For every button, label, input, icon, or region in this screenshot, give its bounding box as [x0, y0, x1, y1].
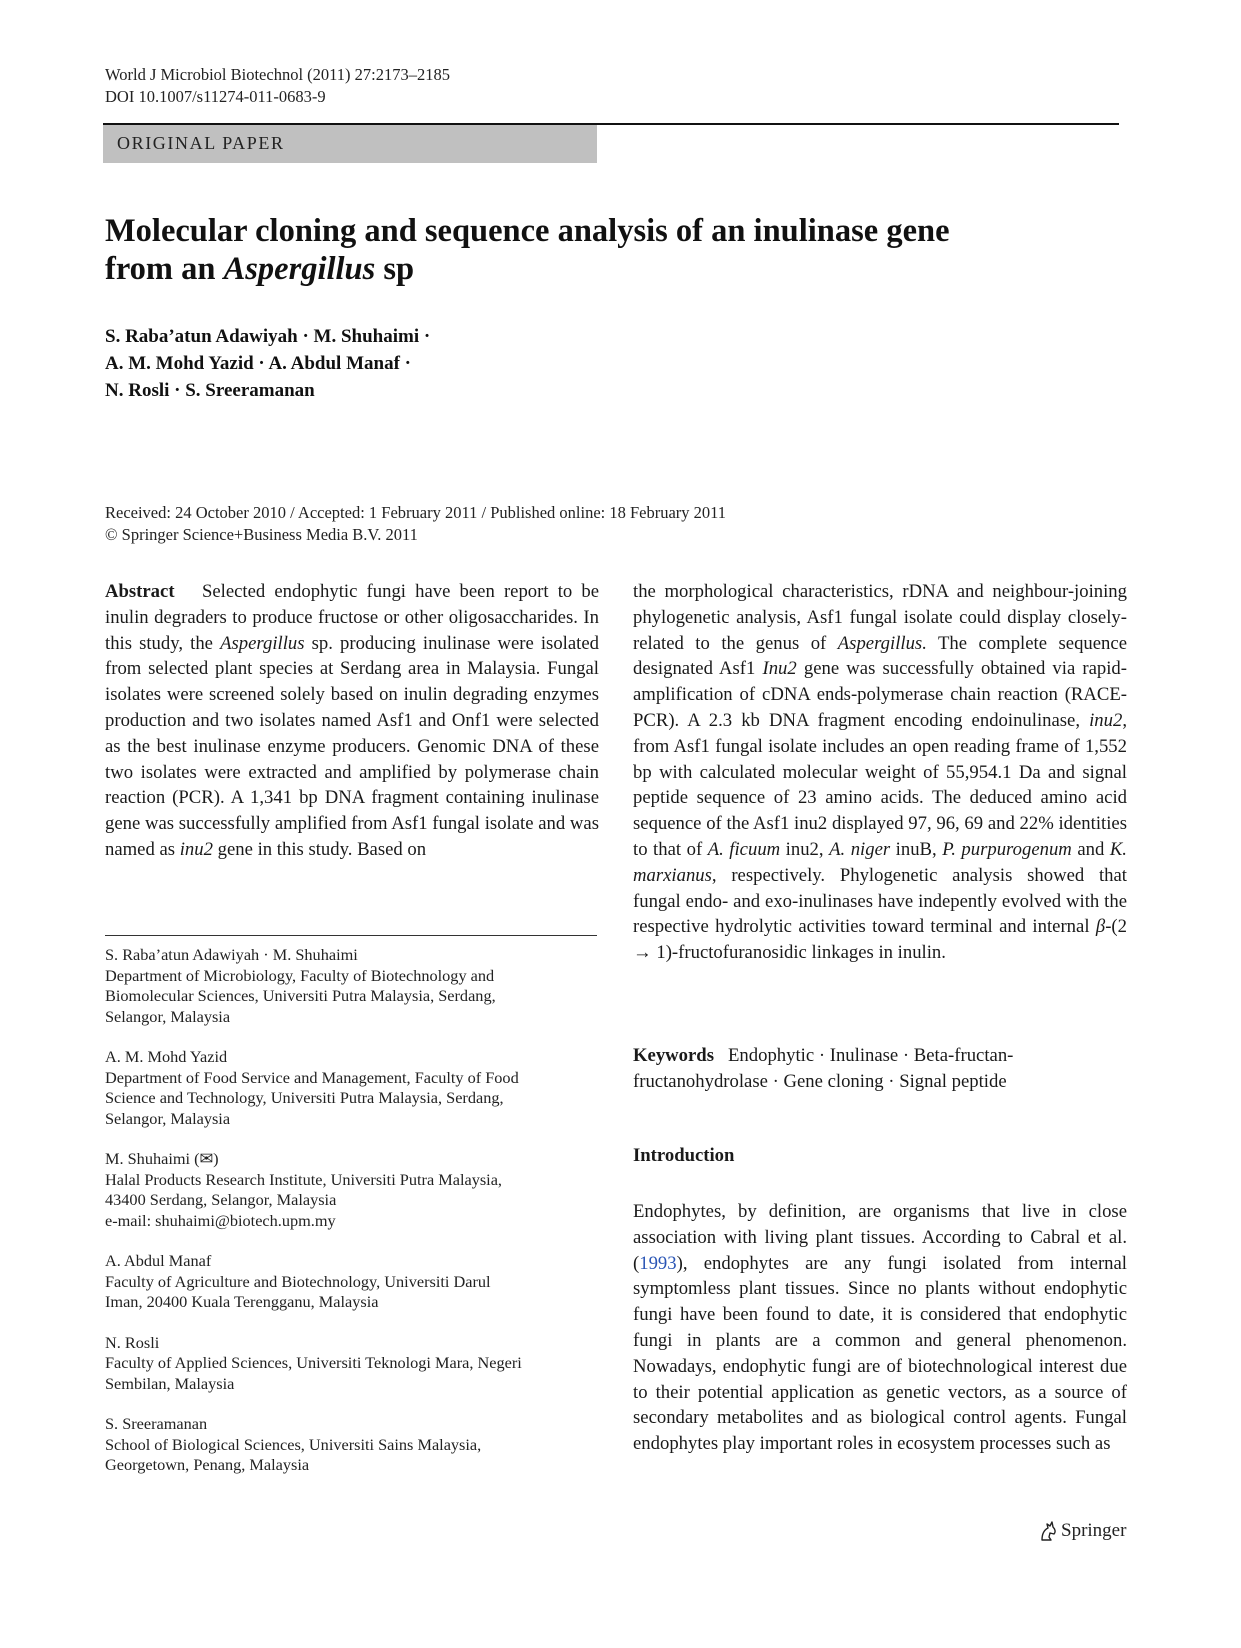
keywords-text: Endophytic · Inulinase · Beta-fructan-fructanohydrolase · Gene cloning · Signal peptide — [633, 1045, 1014, 1092]
publication-history — [105, 502, 726, 546]
abstract-right — [633, 579, 1127, 966]
affiliation-line: Faculty of Applied Sciences, Universiti Teknologi Mara, Negeri — [105, 1353, 522, 1372]
abstract-italic: β — [1095, 916, 1106, 938]
abstract-text: The complete sequence designated Asf1 — [633, 632, 1127, 680]
abstract-text: -(2 → 1)-fructofuranosidic linkages in inulin. — [633, 916, 1127, 964]
abstract-text: gene was successfully obtained via rapid-amplification of cDNA ends-polymerase chain reaction (RACE-PCR). A 2.3 kb DNA fragment encoding endoinulinase, — [633, 658, 1127, 731]
affiliation-authors: M. Shuhaimi (✉) — [105, 1149, 219, 1168]
abstract-text: Selected endophytic fungi have been report to be inulin degraders to produce fructose or other oligosaccharides. In this study, the — [105, 581, 599, 654]
abstract-left — [105, 579, 599, 863]
affiliation-block — [105, 1333, 599, 1395]
abstract-continuation — [633, 579, 1127, 966]
affiliations — [105, 945, 599, 1496]
abstract-italic: Aspergillus — [220, 632, 305, 654]
doi: DOI 10.1007/s11274-011-0683-9 — [105, 87, 326, 106]
affiliation-line: School of Biological Sciences, Universiti Sains Malaysia, — [105, 1434, 482, 1454]
introduction-body — [633, 1199, 1127, 1457]
abstract-text: gene in this study. Based on — [212, 838, 427, 860]
citation-link[interactable]: 1993 — [639, 1252, 677, 1274]
abstract-text: , from Asf1 fungal isolate includes an open reading frame of 1,552 bp with calculated molecular weight of 55,954.1 Da and signal peptide sequence of 23 amino acids. The deduced amino acid sequence of the Asf1 inu2 displayed 97, 96, 69 and 22% identities to that of — [633, 709, 1127, 860]
article-type-banner — [103, 125, 597, 163]
affiliation-authors: A. M. Mohd Yazid — [105, 1047, 228, 1066]
abstract-italic: Aspergillus. — [837, 632, 927, 654]
title-genus: Aspergillus — [223, 251, 376, 287]
abstract-italic: inu2 — [179, 838, 213, 860]
authors-line-1: S. Raba’atun Adawiyah · M. Shuhaimi · — [105, 326, 431, 347]
affiliation-block — [105, 1251, 599, 1313]
affiliation-block — [105, 945, 599, 1027]
copyright: © Springer Science+Business Media B.V. 2011 — [105, 525, 418, 544]
affiliation-authors: S. Raba’atun Adawiyah · M. Shuhaimi — [105, 945, 358, 964]
affiliation-line: Georgetown, Penang, Malaysia — [105, 1455, 310, 1474]
publisher-footer — [1038, 1520, 1126, 1542]
keywords-label: Keywords — [633, 1045, 714, 1066]
abstract-italic: Inu2 — [762, 658, 797, 680]
affiliation-line: Halal Products Research Institute, Universiti Putra Malaysia, — [105, 1169, 502, 1189]
abstract-text: inuB, — [890, 838, 943, 860]
affiliation-line: Biomolecular Sciences, Universiti Putra Malaysia, Serdang, — [105, 986, 496, 1005]
abstract-italic: P. purpurogenum — [942, 838, 1072, 860]
title-text-end: sp — [375, 251, 415, 287]
paper-title — [105, 212, 1105, 288]
abstract-text: sp. producing inulinase were isolated from selected plant species at Serdang area in Malaysia. Fungal isolates were screened solely based on inulin degrading enzymes production and two isolates named Asf1 and Onf1 were selected as the best inulinase enzyme producers. Genomic DNA of these two isolates were extracted and amplified by polymerase chain reaction (PCR). A 1,341 bp DNA fragment containing inulinase gene was successfully amplified from Asf1 fungal isolate and was named as — [105, 632, 599, 860]
title-line-1: Molecular cloning and sequence analysis of an inulinase gene — [105, 213, 950, 249]
journal-reference: World J Microbiol Biotechnol (2011) 27:2173–2185 — [105, 65, 450, 84]
abstract-italic: A. niger — [829, 838, 891, 860]
intro-text: ), endophytes are any fungi isolated from internal symptomless plant tissues. Since no plants without endophytic fungi have been found to date, it is considered that endophytic fungi in plants are a common and general phenomenon. Nowadays, endophytic fungi are of biotechnological interest due to their potential application as genetic vectors, as a source of secondary metabolites and as biological control agents. Fungal endophytes play important roles in ecosystem processes such as — [633, 1252, 1127, 1455]
affiliation-block — [105, 1414, 599, 1476]
title-text: from an — [105, 251, 224, 287]
abstract-text: the morphological characteristics, rDNA and neighbour-joining phylogenetic analysis, Asf1 fungal isolate could display closely-related to the genus of — [633, 581, 1127, 654]
abstract-text: and — [1071, 838, 1110, 860]
springer-logo-text: Springer — [1061, 1520, 1127, 1541]
abstract-italic: inu2 — [1089, 709, 1123, 731]
affiliation-line: Sembilan, Malaysia — [105, 1373, 235, 1393]
abstract-text: , respectively. Phylogenetic analysis showed that fungal endo- and exo-inulinases have indepently evolved with the respective hydrolytic activities toward terminal and internal — [633, 864, 1127, 938]
affiliation-line: Selangor, Malaysia — [105, 1006, 231, 1026]
affiliation-block — [105, 1149, 599, 1231]
abstract-label: Abstract — [105, 581, 175, 602]
article-type: ORIGINAL PAPER — [117, 133, 285, 153]
title-line-2 — [105, 250, 1105, 288]
affiliation-line: Department of Microbiology, Faculty of Biotechnology and — [105, 965, 495, 985]
keywords — [633, 1043, 1127, 1095]
journal-citation — [105, 64, 450, 108]
authors-line-3: N. Rosli · S. Sreeramanan — [105, 380, 315, 401]
introduction-paragraph — [633, 1199, 1127, 1457]
intro-text: Endophytes, by definition, are organisms that live in close association with living plant tissues. According to Cabral et al. ( — [633, 1201, 1127, 1274]
abstract-paragraph — [105, 579, 599, 863]
abstract-text: inu2, — [780, 838, 830, 860]
abstract-italic: K. marxianus — [633, 838, 1127, 886]
springer-horse-icon — [1038, 1520, 1058, 1542]
affiliation-authors: A. Abdul Manaf — [105, 1251, 212, 1270]
affiliation-line: Iman, 20400 Kuala Terengganu, Malaysia — [105, 1292, 379, 1311]
authors-line-2: A. M. Mohd Yazid · A. Abdul Manaf · — [105, 353, 411, 374]
history-dates: Received: 24 October 2010 / Accepted: 1 February 2011 / Published online: 18 February 2011 — [105, 503, 727, 522]
affiliation-line: e-mail: shuhaimi@biotech.upm.my — [105, 1210, 336, 1230]
affiliation-rule — [105, 935, 597, 936]
affiliation-line: Faculty of Agriculture and Biotechnology, Universiti Darul — [105, 1271, 491, 1291]
affiliation-line: Selangor, Malaysia — [105, 1108, 231, 1128]
affiliation-line: Science and Technology, Universiti Putra Malaysia, Serdang, — [105, 1088, 504, 1107]
affiliation-authors: N. Rosli — [105, 1332, 160, 1352]
abstract-italic: A. ficuum — [707, 838, 781, 860]
author-list — [105, 323, 430, 404]
affiliation-block — [105, 1047, 599, 1129]
section-heading-introduction: Introduction — [633, 1145, 735, 1166]
affiliation-authors: S. Sreeramanan — [105, 1414, 208, 1433]
affiliation-line: Department of Food Service and Management, Faculty of Food — [105, 1067, 519, 1087]
affiliation-line: 43400 Serdang, Selangor, Malaysia — [105, 1190, 337, 1209]
